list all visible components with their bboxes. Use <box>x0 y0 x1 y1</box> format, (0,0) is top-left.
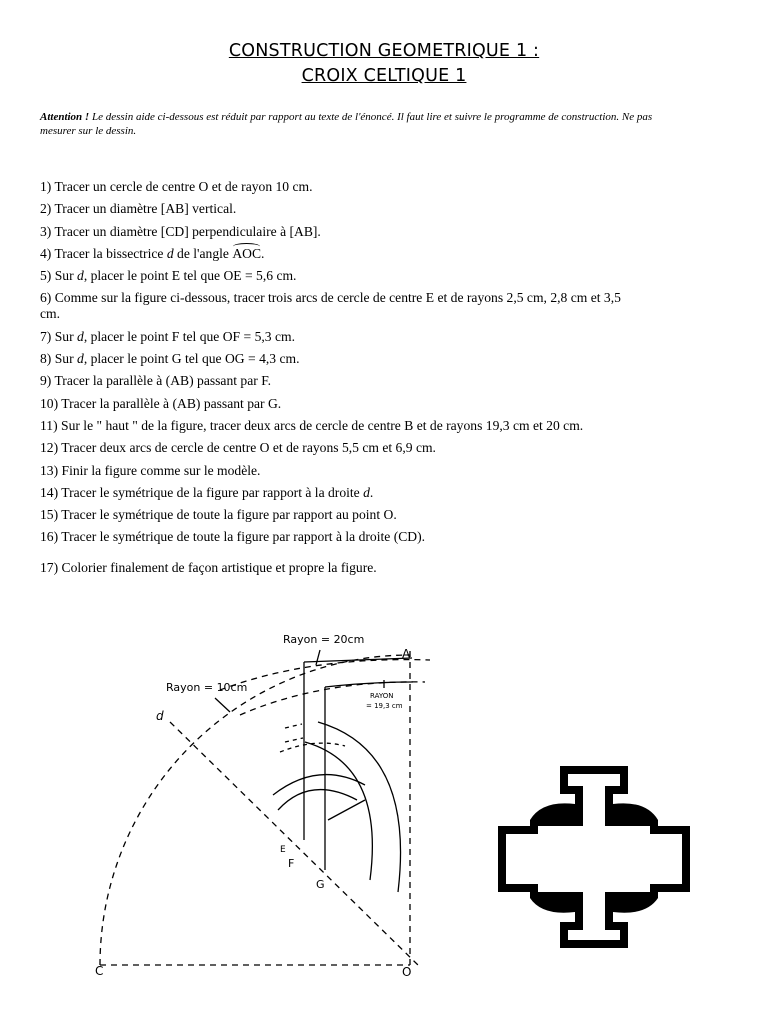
step-5-text: 5) Sur <box>40 268 78 284</box>
point-c-label: C <box>95 964 104 978</box>
step-2: 2) Tracer un diamètre [AB] vertical. <box>40 201 237 217</box>
step-9: 9) Tracer la parallèle à (AB) passant par F. <box>40 373 272 389</box>
step-7-line-d: d <box>77 328 84 344</box>
step-11: 11) Sur le " haut " de la figure, tracer deux arcs de cercle de centre B et de rayons 19,3 cm et 20 cm. <box>40 417 584 433</box>
step-4 <box>40 246 640 262</box>
arc-e-small <box>278 790 357 810</box>
warning-text: Le dessin aide ci-dessous est réduit par rapport au texte de l'énoncé. Il faut lire et suivre le programme de construction. Ne pas mesurer sur le dessin. <box>40 111 653 137</box>
step-5 <box>40 268 640 284</box>
warning-note <box>40 110 690 138</box>
step-5-end: , placer le point E tel que OE = 5,6 cm. <box>83 268 297 284</box>
point-a-label: A <box>402 647 411 661</box>
step-8-line-d: d <box>77 351 84 367</box>
step-7-end: , placer le point F tel que OF = 5,3 cm. <box>83 328 295 344</box>
circle-radius-10 <box>100 655 410 965</box>
step-7 <box>40 329 640 345</box>
line-d-label: d <box>156 709 164 723</box>
arc-o-69 <box>318 722 401 892</box>
step-14-text: 14) Tracer le symétrique de la figure par rapport à la droite <box>40 484 364 500</box>
step-14 <box>40 485 640 501</box>
step-4-line-d: d <box>166 245 174 261</box>
step-4-end: . <box>261 245 265 261</box>
point-g-label: G <box>316 878 325 891</box>
step-17: 17) Colorier finalement de façon artistique et propre la figure. <box>40 560 377 576</box>
step-10: 10) Tracer la parallèle à (AB) passant par G. <box>40 395 282 411</box>
step-8-end: , placer le point G tel que OG = 4,3 cm. <box>83 351 300 367</box>
step-13: 13) Finir la figure comme sur le modèle. <box>40 462 261 478</box>
arc-radius-20-dashed <box>220 660 430 690</box>
point-f-label: F <box>288 857 295 870</box>
arc-link <box>328 800 365 820</box>
title-line-2: CROIX CELTIQUE 1 <box>301 66 467 86</box>
step-4-text: 4) Tracer la bissectrice <box>40 245 167 261</box>
label-rayon-20: Rayon = 20cm <box>283 633 365 646</box>
arrow-rayon10 <box>215 698 230 712</box>
title-line-1: CONSTRUCTION GEOMETRIQUE 1 : <box>228 41 540 61</box>
label-rayon-193-a: RAYON <box>370 692 394 700</box>
arc-radius-193-dashed <box>240 682 425 715</box>
celtic-cross-shape <box>498 766 690 948</box>
step-12: 12) Tracer deux arcs de cercle de centre O et de rayons 5,5 cm et 6,9 cm. <box>40 440 436 456</box>
step-8-text: 8) Sur <box>40 351 78 367</box>
bisector-d <box>170 722 418 965</box>
angle-aoc: AOC <box>232 245 262 261</box>
label-rayon-10: Rayon = 10cm <box>166 681 248 694</box>
step-7-text: 7) Sur <box>40 328 78 344</box>
label-rayon-193-b: = 19,3 cm <box>366 702 403 710</box>
warning-label: Attention ! <box>40 111 90 123</box>
step-3: 3) Tracer un diamètre [CD] perpendiculaire à [AB]. <box>40 223 321 239</box>
step-14-line-d: d <box>363 484 370 500</box>
step-8 <box>40 351 640 367</box>
step-5-line-d: d <box>77 268 84 284</box>
step-15: 15) Tracer le symétrique de toute la figure par rapport au point O. <box>40 507 397 523</box>
step-1: 1) Tracer un cercle de centre O et de rayon 10 cm. <box>40 179 313 194</box>
arc-o-55 <box>305 742 372 880</box>
point-e-label: E <box>280 845 286 855</box>
construction-figure <box>80 610 440 990</box>
arc-radius-193 <box>325 682 413 687</box>
arc-e-medium <box>273 775 365 795</box>
arrow-rayon20 <box>316 650 320 665</box>
step-6: 6) Comme sur la figure ci-dessous, tracer trois arcs de cercle de centre E et de rayons 2,5 cm, 2,8 cm et 3,5 cm. <box>40 290 621 322</box>
instruction-list <box>40 179 640 583</box>
step-14-end: . <box>369 484 374 500</box>
step-16: 16) Tracer le symétrique de toute la figure par rapport à la droite (CD). <box>40 529 426 545</box>
step-4-text-mid: de l'angle <box>173 245 233 261</box>
point-o-label: O <box>402 965 412 979</box>
celtic-cross-model <box>496 764 692 949</box>
